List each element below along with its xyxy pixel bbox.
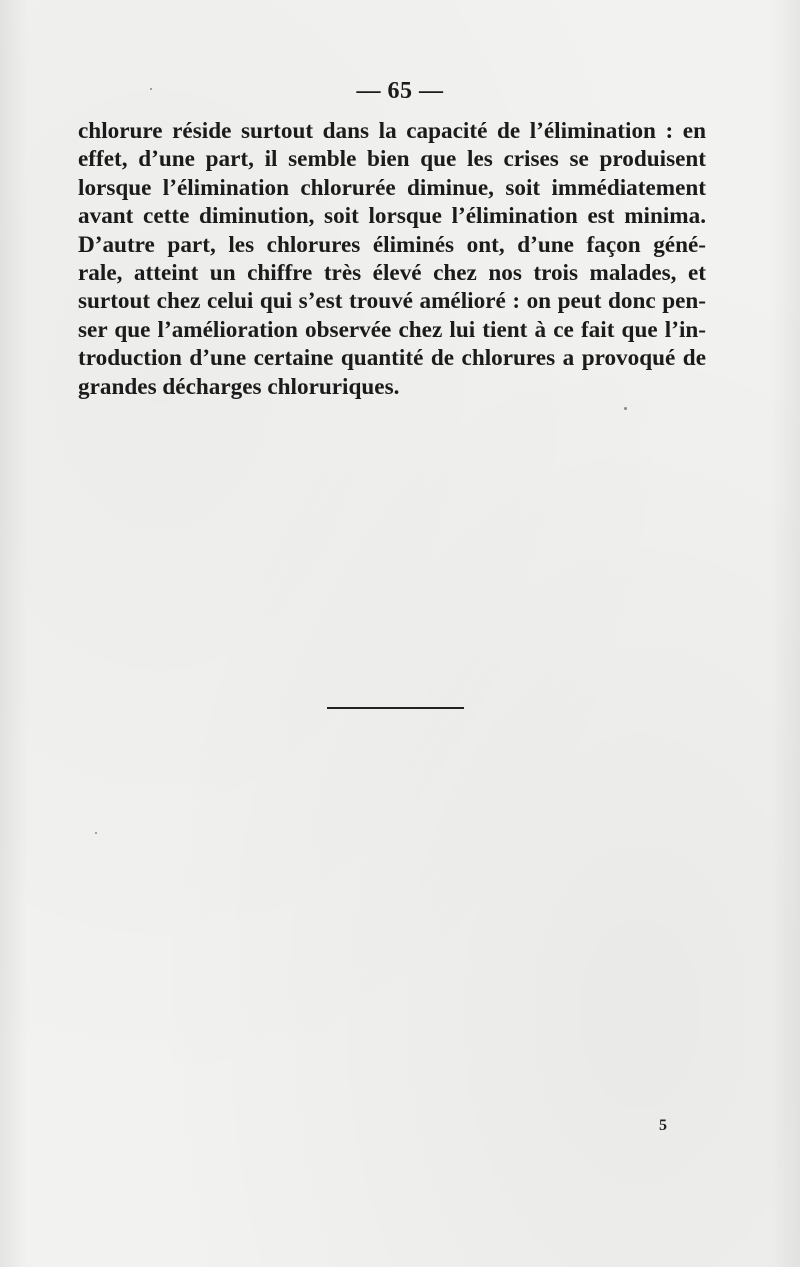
paragraph-line: effet, d’une part, il semble bien que les crises se produisent xyxy=(78,146,706,173)
ink-speck xyxy=(150,88,152,90)
signature-mark: 5 xyxy=(659,1117,667,1134)
paragraph-line: rale, atteint un chiffre très élevé chez nos trois malades, et xyxy=(78,260,706,287)
ink-speck xyxy=(95,832,97,834)
paragraph xyxy=(78,117,706,401)
page-number: — 65 — xyxy=(356,78,444,104)
paragraph-line: troduction d’une certaine quantité de chlorures a provoqué de xyxy=(78,345,706,372)
ink-speck xyxy=(624,407,627,410)
paragraph-line: chlorure réside surtout dans la capacité de l’élimination : en xyxy=(78,118,706,144)
paragraph-line: avant cette diminution, soit lorsque l’élimination est minima. xyxy=(78,203,706,230)
paragraph-line: ser que l’amélioration observée chez lui tient à ce fait que l’in- xyxy=(78,316,706,343)
section-divider-rule xyxy=(327,707,464,709)
paragraph-line: lorsque l’élimination chlorurée diminue, soit immédiatement xyxy=(78,174,706,201)
paragraph-line: surtout chez celui qui s’est trouvé amélioré : on peut donc pen- xyxy=(78,288,706,315)
paragraph-line: D’autre part, les chlorures éliminés ont, d’une façon géné- xyxy=(78,231,706,258)
paragraph-line: grandes décharges chloruriques. xyxy=(78,373,400,400)
